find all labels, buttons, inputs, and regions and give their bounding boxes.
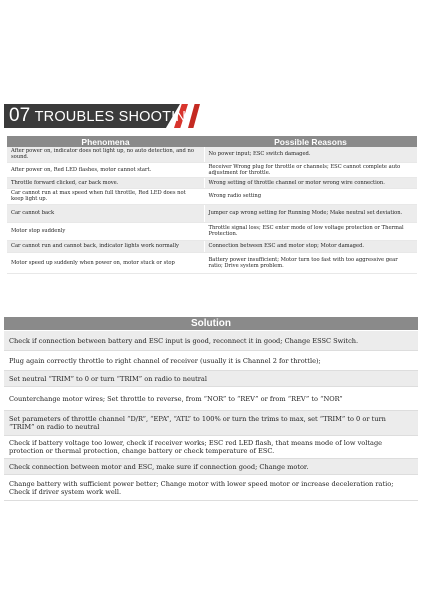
phenomena-cell: After power on, indicator does not light up, no auto detection, and no sound. — [7, 147, 204, 162]
reason-cell: No power input; ESC switch damaged. — [204, 147, 417, 162]
reason-cell: Battery power insufficient; Motor turn too fast with too aggressive gear ratio; Drive system problem. — [204, 252, 417, 273]
solution-item: Change battery with sufficient power better; Change motor with lower speed motor or increase deceleration ratio; Check if driver system work well. — [4, 475, 418, 501]
table-header-row — [7, 136, 417, 147]
table-row — [7, 204, 417, 222]
section-title-text: TROUBLES SHOOTIN — [34, 109, 187, 125]
table-row — [7, 222, 417, 240]
solution-item: Counterchange motor wires; Set throttle to reverse, from “NOR” to “REV” or from “REV” to “NOR” — [4, 387, 418, 411]
solution-header: Solution — [4, 317, 418, 330]
phenomena-cell: Car cannot run and cannot back, indicator lights work normally — [7, 240, 204, 252]
reason-cell: Connection between ESC and motor stop; Motor damaged. — [204, 240, 417, 252]
reason-cell: Wrong radio setting — [204, 188, 417, 204]
phenomena-cell: After power on, Red LED flashes, motor cannot start. — [7, 162, 204, 177]
header-red-stripe-2 — [188, 104, 200, 128]
reason-cell: Jumper cap wrong setting for Running Mode; Make neutral set deviation. — [204, 204, 417, 222]
section-header — [4, 104, 210, 128]
column-header-phenomena: Phenomena — [7, 136, 204, 147]
solution-item: Check if connection between battery and ESC input is good, reconnect it in good; Change ESSC Switch. — [4, 331, 418, 351]
phenomena-cell: Motor stop suddenly — [7, 222, 204, 240]
reason-cell: Wrong setting of throttle channel or motor wrong wire connection. — [204, 177, 417, 188]
solution-list — [4, 331, 418, 501]
phenomena-cell: Car cannot back — [7, 204, 204, 222]
phenomena-cell: Throttle forward clicked, car back move. — [7, 177, 204, 188]
column-header-reasons: Possible Reasons — [204, 136, 417, 147]
solution-item: Check if battery voltage too lower, check if receiver works; ESC red LED flash, that means mode of low voltage protection or thermal protection, change battery or check temperature of ESC. — [4, 436, 418, 459]
section-title — [9, 105, 186, 127]
troubles-table — [7, 136, 417, 274]
solution-item: Set neutral “TRIM” to 0 or turn “TRIM” on radio to neutral — [4, 371, 418, 387]
table-row — [7, 240, 417, 252]
phenomena-cell: Motor speed up suddenly when power on, motor stuck or stop — [7, 252, 204, 273]
table-row — [7, 252, 417, 273]
reason-cell: Throttle signal loss; ESC enter mode of low voltage protection or Thermal Protection. — [204, 222, 417, 240]
table-row — [7, 162, 417, 177]
table-row — [7, 147, 417, 162]
table-row — [7, 177, 417, 188]
solution-item: Set parameters of throttle channel “D/R”, “EPA”, “ATL” to 100% or turn the trims to max, set “TRIM” to 0 or turn “TRIM” on radio to neutral — [4, 411, 418, 436]
solution-item: Check connection between motor and ESC, make sure if connection good; Change motor. — [4, 459, 418, 475]
table-row — [7, 188, 417, 204]
section-number: 07 — [9, 105, 31, 126]
reason-cell: Receiver Wrong plug for throttle or channels; ESC cannot complete auto adjustment for throttle. — [204, 162, 417, 177]
solution-item: Plug again correctly throttle to right channel of receiver (usually it is Channel 2 for throttle); — [4, 351, 418, 371]
phenomena-cell: Car cannot run at max speed when full throttle, Red LED does not keep light up. — [7, 188, 204, 204]
